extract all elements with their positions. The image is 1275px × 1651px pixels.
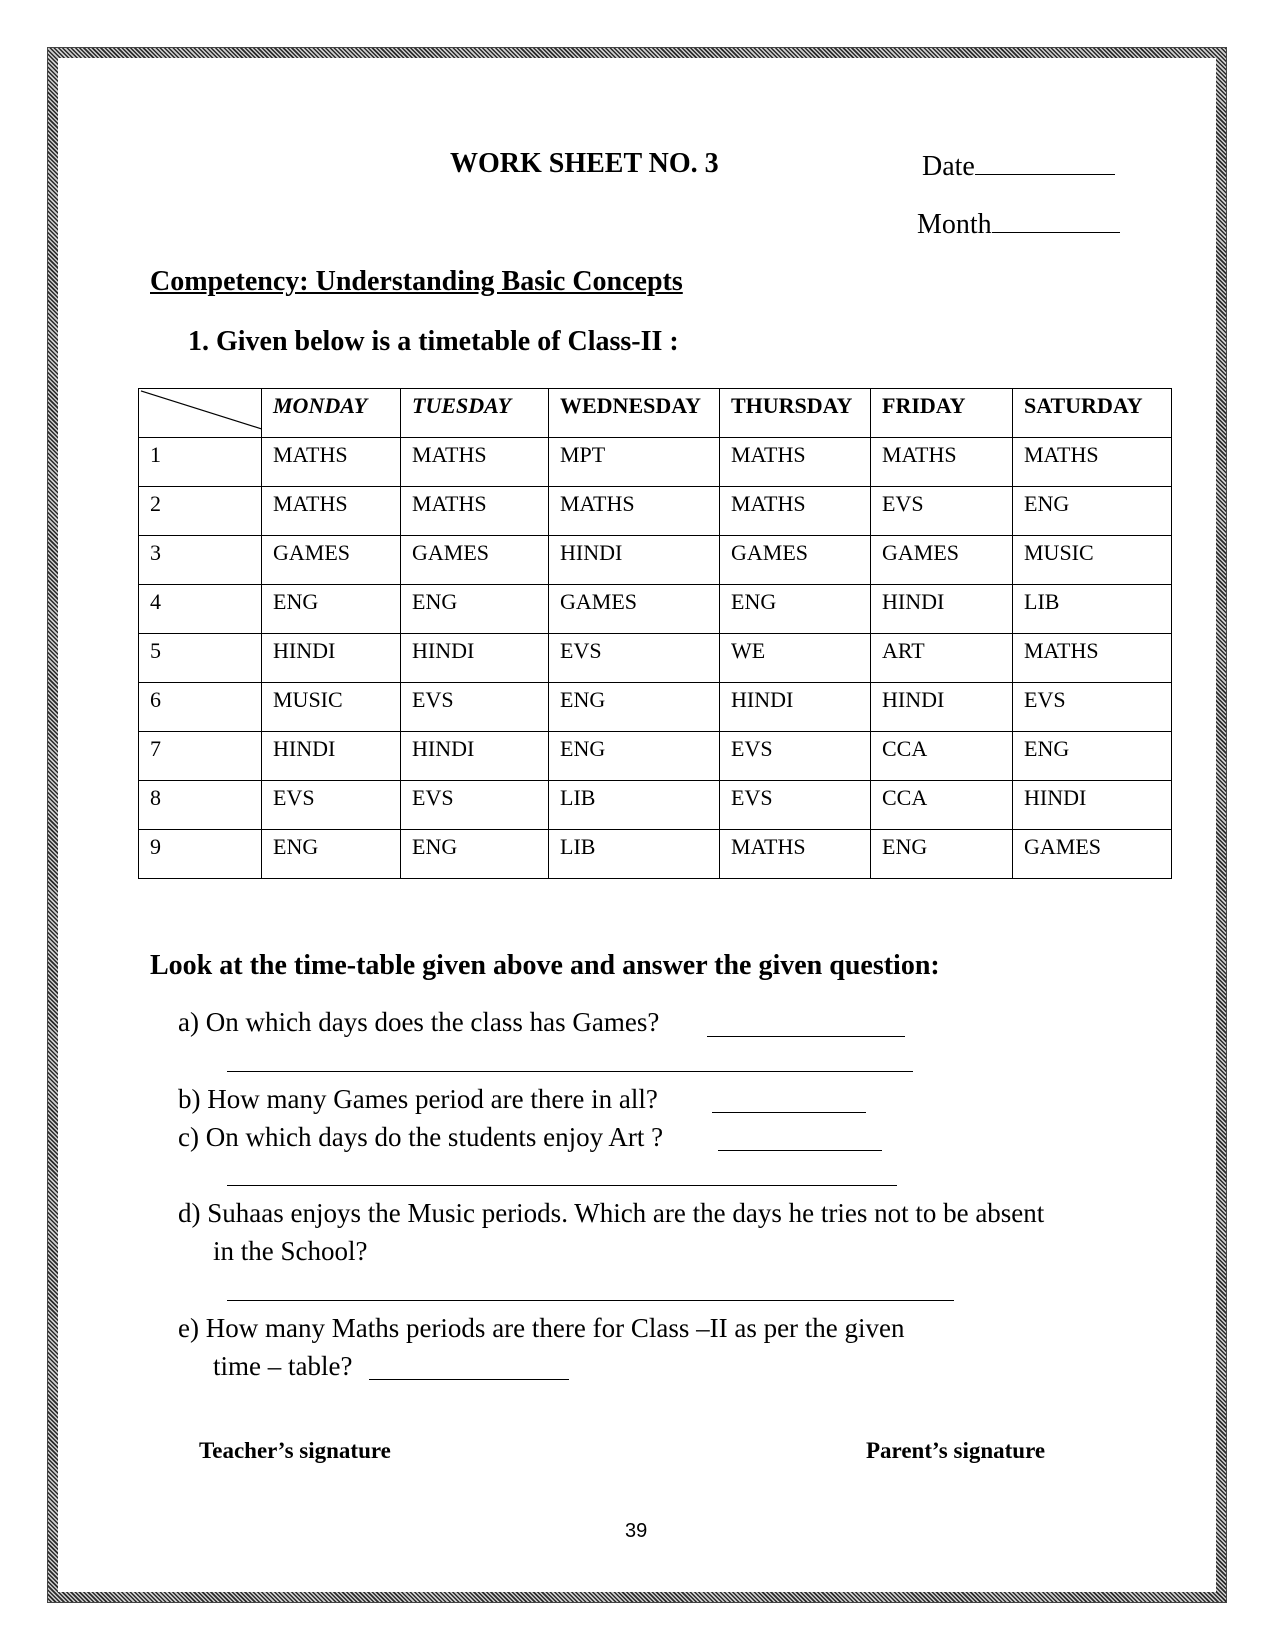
period-number-cell: 6 — [139, 683, 262, 732]
subject-cell: EVS — [262, 781, 401, 830]
subject-cell: MPT — [549, 438, 720, 487]
period-number-cell: 5 — [139, 634, 262, 683]
instructions-heading: Look at the time-table given above and answer the given question: — [150, 950, 940, 981]
subject-cell: LIB — [549, 830, 720, 879]
timetable-row — [139, 487, 1172, 536]
subject-cell: GAMES — [401, 536, 549, 585]
subject-cell: MUSIC — [1013, 536, 1172, 585]
month-blank[interactable] — [992, 206, 1120, 233]
subject-cell: GAMES — [1013, 830, 1172, 879]
period-number-cell: 1 — [139, 438, 262, 487]
subject-cell: MUSIC — [262, 683, 401, 732]
subject-cell: GAMES — [262, 536, 401, 585]
date-label: Date — [922, 151, 975, 182]
subject-cell: MATHS — [720, 438, 871, 487]
subject-cell: ENG — [871, 830, 1013, 879]
subject-cell: MATHS — [720, 830, 871, 879]
worksheet-title: WORK SHEET NO. 3 — [450, 148, 719, 179]
subject-cell: MATHS — [262, 487, 401, 536]
day-header: THURSDAY — [720, 389, 871, 438]
timetable-row — [139, 830, 1172, 879]
period-number-cell: 4 — [139, 585, 262, 634]
question-d-line1: d) Suhaas enjoys the Music periods. Which are the days he tries not to be absent — [178, 1198, 1045, 1228]
timetable-row — [139, 634, 1172, 683]
subject-cell: CCA — [871, 781, 1013, 830]
subject-cell: MATHS — [871, 438, 1013, 487]
subject-cell: EVS — [1013, 683, 1172, 732]
subject-cell: ENG — [1013, 487, 1172, 536]
subject-cell: ENG — [549, 683, 720, 732]
teacher-signature-label: Teacher’s signature — [199, 1438, 391, 1463]
subject-cell: LIB — [1013, 585, 1172, 634]
subject-cell: HINDI — [401, 732, 549, 781]
answer-c-line2[interactable] — [227, 1185, 897, 1186]
subject-cell: ENG — [262, 585, 401, 634]
subject-cell: EVS — [871, 487, 1013, 536]
subject-cell: MATHS — [401, 438, 549, 487]
timetable — [138, 388, 1172, 879]
subject-cell: ENG — [720, 585, 871, 634]
subject-cell: MATHS — [401, 487, 549, 536]
subject-cell: EVS — [549, 634, 720, 683]
subject-cell: ART — [871, 634, 1013, 683]
subject-cell: ENG — [401, 585, 549, 634]
day-header: SATURDAY — [1013, 389, 1172, 438]
day-header: FRIDAY — [871, 389, 1013, 438]
period-number-cell: 9 — [139, 830, 262, 879]
day-header: WEDNESDAY — [549, 389, 720, 438]
subject-cell: ENG — [549, 732, 720, 781]
corner-cell — [139, 389, 262, 438]
subject-cell: MATHS — [262, 438, 401, 487]
timetable-row — [139, 585, 1172, 634]
period-number-cell: 2 — [139, 487, 262, 536]
page-number: 39 — [625, 1520, 648, 1542]
question-e-line1: e) How many Maths periods are there for Class –II as per the given — [178, 1313, 905, 1343]
subject-cell: HINDI — [549, 536, 720, 585]
day-header: MONDAY — [262, 389, 401, 438]
timetable-row — [139, 438, 1172, 487]
period-number-cell: 7 — [139, 732, 262, 781]
answer-a-line2[interactable] — [227, 1071, 913, 1072]
subject-cell: HINDI — [871, 683, 1013, 732]
date-field — [922, 148, 1115, 183]
subject-cell: HINDI — [1013, 781, 1172, 830]
diagonal-line — [139, 389, 261, 437]
subject-cell: HINDI — [720, 683, 871, 732]
subject-cell: EVS — [401, 781, 549, 830]
day-header: TUESDAY — [401, 389, 549, 438]
question-b: b) How many Games period are there in all? — [178, 1084, 658, 1114]
question-1: 1. Given below is a timetable of Class-II : — [188, 326, 679, 357]
question-e-line2: time – table? — [213, 1351, 353, 1381]
subject-cell: GAMES — [871, 536, 1013, 585]
competency-heading: Competency: Understanding Basic Concepts — [150, 266, 683, 297]
answer-a-line1[interactable] — [707, 1036, 905, 1037]
subject-cell: ENG — [1013, 732, 1172, 781]
parent-signature-label: Parent’s signature — [866, 1438, 1046, 1463]
subject-cell: MATHS — [1013, 438, 1172, 487]
timetable-row — [139, 536, 1172, 585]
month-label: Month — [917, 209, 992, 240]
subject-cell: WE — [720, 634, 871, 683]
subject-cell: MATHS — [720, 487, 871, 536]
subject-cell: EVS — [401, 683, 549, 732]
subject-cell: MATHS — [1013, 634, 1172, 683]
subject-cell: LIB — [549, 781, 720, 830]
answer-e-line[interactable] — [369, 1379, 569, 1380]
date-blank[interactable] — [975, 148, 1115, 175]
question-c: c) On which days do the students enjoy Art ? — [178, 1122, 664, 1152]
timetable-body — [139, 438, 1172, 879]
subject-cell: EVS — [720, 732, 871, 781]
subject-cell: CCA — [871, 732, 1013, 781]
subject-cell: ENG — [262, 830, 401, 879]
month-field — [917, 206, 1120, 241]
subject-cell: HINDI — [871, 585, 1013, 634]
question-d-line2: in the School? — [213, 1236, 368, 1266]
subject-cell: HINDI — [262, 732, 401, 781]
answer-d-line[interactable] — [227, 1300, 954, 1301]
timetable-row — [139, 781, 1172, 830]
timetable-header-row — [139, 389, 1172, 438]
subject-cell: MATHS — [549, 487, 720, 536]
period-number-cell: 8 — [139, 781, 262, 830]
timetable-row — [139, 732, 1172, 781]
timetable-row — [139, 683, 1172, 732]
question-a: a) On which days does the class has Games? — [178, 1007, 660, 1037]
subject-cell: HINDI — [401, 634, 549, 683]
subject-cell: GAMES — [549, 585, 720, 634]
subject-cell: HINDI — [262, 634, 401, 683]
period-number-cell: 3 — [139, 536, 262, 585]
subject-cell: EVS — [720, 781, 871, 830]
subject-cell: GAMES — [720, 536, 871, 585]
subject-cell: ENG — [401, 830, 549, 879]
answer-c-line1[interactable] — [718, 1150, 882, 1151]
answer-b-line[interactable] — [712, 1112, 866, 1113]
